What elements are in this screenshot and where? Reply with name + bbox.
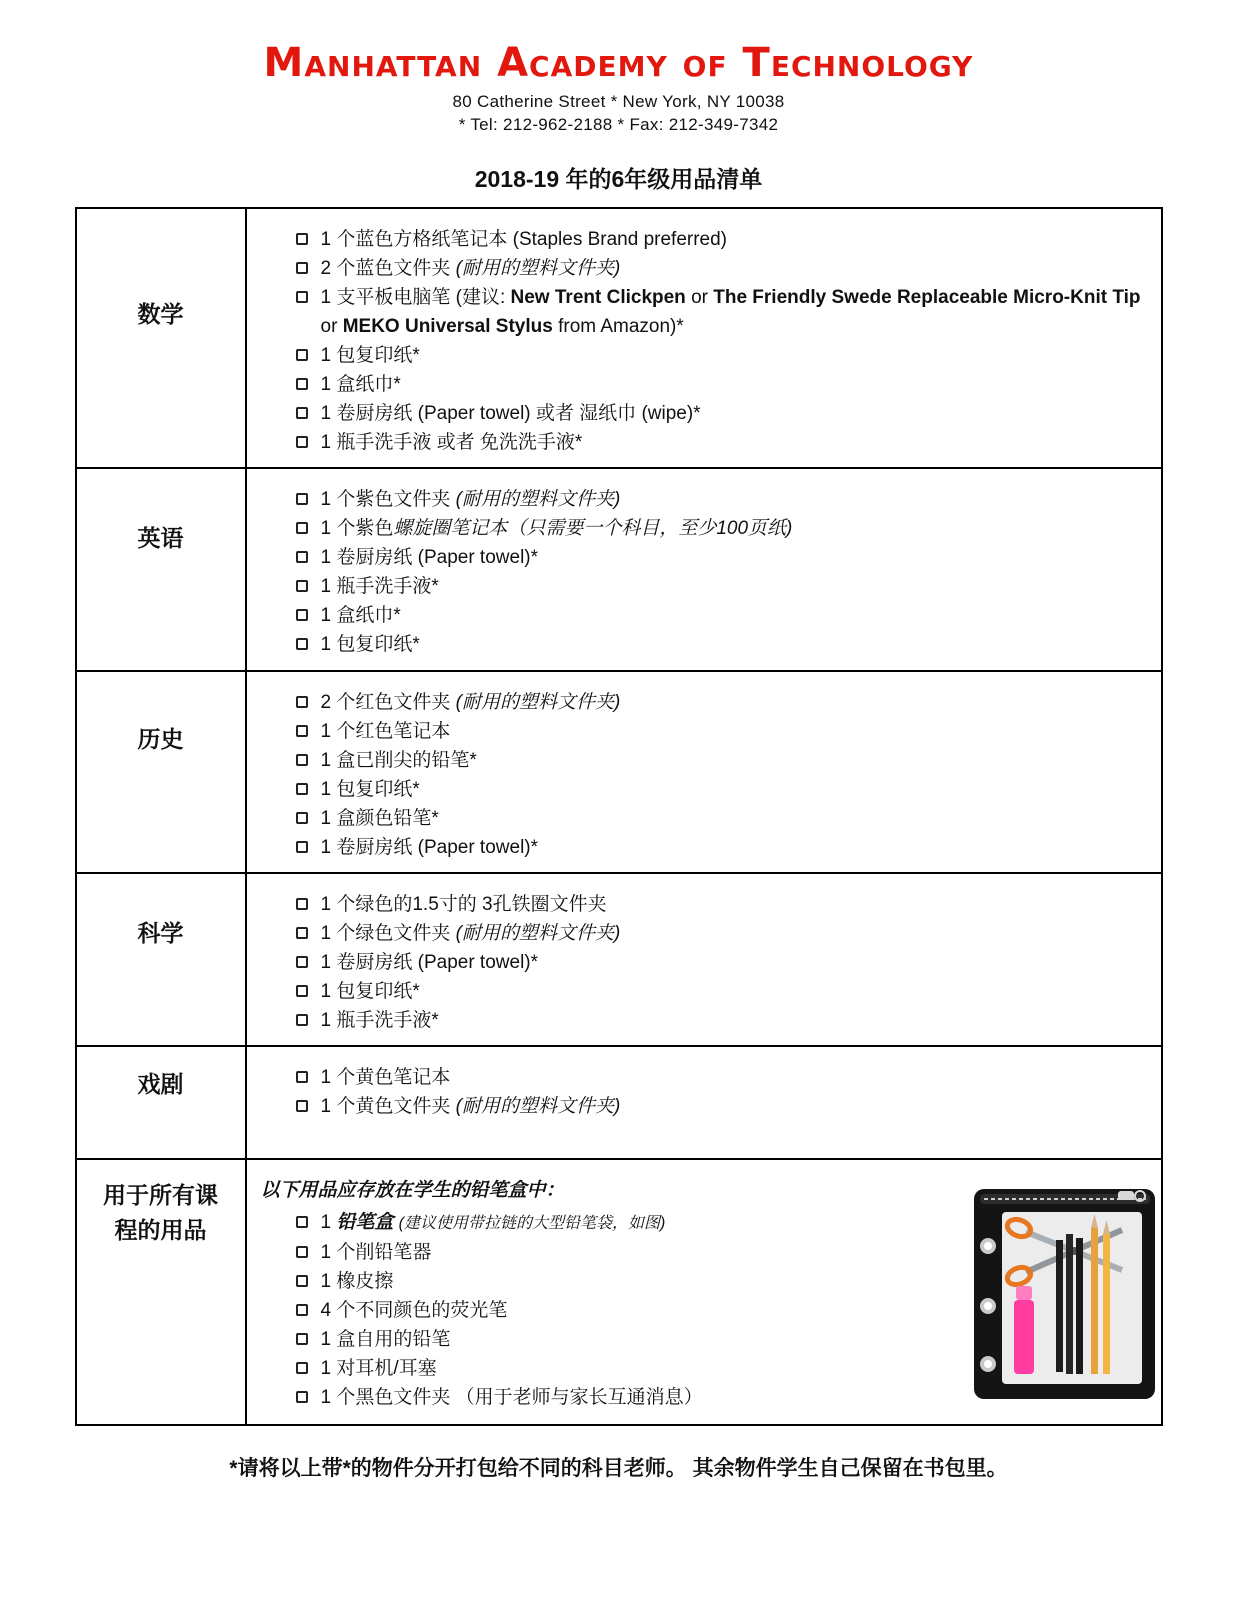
text-segment: 1 瓶手洗手液* — [320, 1010, 439, 1031]
item-text — [321, 341, 420, 370]
school-name: Manhattan Academy of Technology — [263, 40, 974, 86]
item-text — [321, 428, 583, 457]
list-item — [295, 977, 1147, 1006]
checkbox-icon — [296, 812, 308, 824]
items-cell — [247, 874, 1161, 1045]
text-segment: 1 个蓝色方格纸笔记本 (Staples Brand preferred) — [320, 229, 728, 250]
item-text — [321, 804, 439, 833]
item-text — [321, 1063, 451, 1092]
item-text — [321, 485, 621, 514]
list-item — [295, 572, 1147, 601]
items-cell — [247, 1160, 1161, 1424]
checkbox-icon — [296, 783, 308, 795]
checkbox-icon — [296, 638, 308, 650]
subject-cell — [77, 1160, 247, 1424]
item-text — [321, 225, 728, 254]
text-segment: 1 对耳机/耳塞 — [320, 1358, 437, 1379]
checkbox-icon — [296, 1362, 308, 1374]
item-text — [321, 543, 539, 572]
list-item — [295, 833, 1147, 862]
list-item — [295, 283, 1147, 341]
text-segment: 1 包复印纸* — [320, 345, 420, 366]
subject-cell — [77, 209, 247, 467]
checkbox-icon — [296, 378, 308, 390]
items-cell — [247, 209, 1161, 467]
text-segment: 1 包复印纸* — [320, 981, 420, 1002]
item-text — [321, 514, 793, 543]
item-text — [321, 1006, 439, 1035]
list-item — [295, 225, 1147, 254]
list-item — [295, 1006, 1147, 1035]
text-segment: 1 个黄色文件夹 — [320, 1096, 456, 1117]
text-segment: (建议使用带拉链的大型铅笔袋，如图) — [398, 1215, 666, 1232]
checkbox-icon — [296, 407, 308, 419]
item-text — [321, 399, 701, 428]
text-segment: (耐用的塑料文件夹) — [455, 692, 621, 713]
checkbox-icon — [296, 522, 308, 534]
item-text — [321, 370, 401, 399]
text-segment: The Friendly Swede Replaceable Micro-Knit Tip — [713, 287, 1141, 308]
text-segment: 2 个红色文件夹 — [320, 692, 456, 713]
checkbox-icon — [296, 1391, 308, 1403]
checkbox-icon — [296, 1246, 308, 1258]
item-text — [321, 254, 621, 283]
list-item — [295, 948, 1147, 977]
text-segment: 1 卷厨房纸 (Paper towel)* — [320, 547, 539, 568]
checkbox-icon — [296, 349, 308, 361]
items-list — [295, 1063, 1147, 1121]
items-cell — [247, 1047, 1161, 1158]
text-segment: 1 个绿色的1.5寸的 3孔铁圈文件夹 — [320, 894, 607, 915]
item-text — [321, 746, 477, 775]
checkbox-icon — [296, 1333, 308, 1345]
text-segment: 1 支平板电脑笔 (建议: — [320, 287, 511, 308]
item-text — [321, 833, 539, 862]
text-segment: 1 个紫色文件夹 — [320, 489, 456, 510]
item-text — [321, 1208, 666, 1238]
items-list — [295, 225, 1147, 457]
text-segment: 1 瓶手洗手液 或者 免洗洗手液* — [320, 432, 583, 453]
checkbox-icon — [296, 725, 308, 737]
text-segment: 1 个绿色文件夹 — [320, 923, 456, 944]
text-segment: 1 卷厨房纸 (Paper towel) 或者 湿纸巾 (wipe)* — [320, 403, 701, 424]
table-row — [77, 467, 1161, 670]
text-segment: 铅笔盒 — [336, 1212, 399, 1233]
checkbox-icon — [296, 1304, 308, 1316]
checkbox-icon — [296, 956, 308, 968]
item-text — [321, 717, 451, 746]
text-segment: 1 个黄色笔记本 — [320, 1067, 451, 1088]
text-segment: 螺旋圈笔记本（只需要一个科目，至少100页纸) — [393, 518, 793, 539]
school-address: 80 Catherine Street * New York, NY 10038 — [452, 92, 785, 111]
item-text — [321, 890, 607, 919]
item-text — [321, 688, 621, 717]
text-segment: 1 包复印纸* — [320, 779, 420, 800]
list-item — [295, 717, 1147, 746]
item-text — [321, 1238, 432, 1267]
list-item — [295, 688, 1147, 717]
checkbox-icon — [296, 291, 308, 303]
list-item — [295, 746, 1147, 775]
text-segment: 1 瓶手洗手液* — [320, 576, 439, 597]
checkbox-icon — [296, 985, 308, 997]
text-segment: or — [320, 316, 343, 337]
table-row — [77, 670, 1161, 872]
list-item — [295, 254, 1147, 283]
highlighter — [1014, 1286, 1034, 1374]
item-text — [321, 919, 621, 948]
text-segment: MEKO Universal Stylus — [342, 316, 553, 337]
checkbox-icon — [296, 898, 308, 910]
footer-note: *请将以上带*的物件分开打包给不同的科目老师。 其余物件学生自己保留在书包里。 — [229, 1457, 1008, 1480]
list-item — [295, 804, 1147, 833]
subject-label: 历史 — [137, 726, 184, 752]
subject-label: 戏剧 — [137, 1071, 184, 1097]
text-segment: New Trent Clickpen — [510, 287, 686, 308]
list-item — [295, 341, 1147, 370]
text-segment: 1 卷厨房纸 (Paper towel)* — [320, 952, 539, 973]
text-segment: (耐用的塑料文件夹) — [455, 1096, 621, 1117]
text-segment: (耐用的塑料文件夹) — [455, 258, 621, 279]
text-segment: 1 个紫色 — [320, 518, 394, 539]
items-list — [295, 890, 1147, 1035]
list-item — [295, 919, 1147, 948]
checkbox-icon — [296, 1014, 308, 1026]
item-text — [321, 283, 1147, 341]
table-row — [77, 1158, 1161, 1424]
text-segment: 1 盒纸巾* — [320, 374, 401, 395]
text-segment: 2 个蓝色文件夹 — [320, 258, 456, 279]
text-segment: 1 个红色笔记本 — [320, 721, 451, 742]
items-cell — [247, 469, 1161, 670]
list-item — [295, 514, 1147, 543]
pencil-case-photo — [972, 1184, 1157, 1404]
text-segment: 1 包复印纸* — [320, 634, 420, 655]
list-item — [295, 543, 1147, 572]
school-tel-fax: * Tel: 212-962-2188 * Fax: 212-349-7342 — [458, 115, 779, 134]
list-item — [295, 630, 1147, 659]
text-segment: 1 盒已削尖的铅笔* — [320, 750, 477, 771]
checkbox-icon — [296, 609, 308, 621]
checkbox-icon — [296, 233, 308, 245]
checkbox-icon — [296, 1275, 308, 1287]
checkbox-icon — [296, 436, 308, 448]
table-row — [77, 1045, 1161, 1158]
text-segment: 1 盒颜色铅笔* — [320, 808, 439, 829]
text-segment: from Amazon)* — [552, 316, 684, 337]
subject-cell — [77, 469, 247, 670]
list-item — [295, 370, 1147, 399]
subject-cell — [77, 874, 247, 1045]
items-list — [295, 485, 1147, 659]
text-segment: (耐用的塑料文件夹) — [455, 489, 621, 510]
list-item — [295, 775, 1147, 804]
checkbox-icon — [296, 580, 308, 592]
item-text — [321, 1296, 508, 1325]
checkbox-icon — [296, 262, 308, 274]
item-text — [321, 948, 539, 977]
checkbox-icon — [296, 841, 308, 853]
item-text — [321, 977, 420, 1006]
checkbox-icon — [296, 551, 308, 563]
text-segment: 1 个削铅笔器 — [320, 1242, 432, 1263]
checkbox-icon — [296, 927, 308, 939]
text-segment: (耐用的塑料文件夹) — [455, 923, 621, 944]
checkbox-icon — [296, 754, 308, 766]
item-text — [321, 572, 439, 601]
items-list — [295, 688, 1147, 862]
list-item — [295, 485, 1147, 514]
text-segment: 1 盒纸巾* — [320, 605, 401, 626]
subject-label: 科学 — [137, 920, 184, 946]
item-text — [321, 630, 420, 659]
list-item — [295, 1092, 1147, 1121]
checkbox-icon — [296, 1071, 308, 1083]
item-text — [321, 1267, 394, 1296]
checkbox-icon — [296, 1216, 308, 1228]
text-segment: 1 盒自用的铅笔 — [320, 1329, 451, 1350]
item-text — [321, 775, 420, 804]
item-text — [321, 1325, 451, 1354]
table-row — [77, 872, 1161, 1045]
subject-label: 数学 — [137, 301, 184, 327]
items-cell — [247, 672, 1161, 872]
text-segment: 1 个黑色文件夹 （用于老师与家长互通消息） — [320, 1387, 703, 1408]
text-segment: 1 卷厨房纸 (Paper towel)* — [320, 837, 539, 858]
list-item — [295, 428, 1147, 457]
text-segment: 4 个不同颜色的荧光笔 — [320, 1300, 508, 1321]
text-segment: 以下用品应存放在学生的铅笔盒中： — [260, 1180, 565, 1201]
supply-table — [75, 207, 1163, 1426]
list-item — [295, 601, 1147, 630]
item-text — [321, 601, 401, 630]
item-text — [321, 1354, 437, 1383]
document-header — [0, 0, 1237, 135]
subject-cell — [77, 1047, 247, 1158]
item-text — [321, 1092, 621, 1121]
subject-label: 用于所有课程的用品 — [103, 1182, 218, 1243]
table-row — [77, 209, 1161, 467]
checkbox-icon — [296, 696, 308, 708]
checkbox-icon — [296, 1100, 308, 1112]
subject-cell — [77, 672, 247, 872]
text-segment: 1 橡皮擦 — [320, 1271, 394, 1292]
list-item — [295, 890, 1147, 919]
page-title: 2018-19 年的6年级用品清单 — [474, 166, 763, 192]
list-item — [295, 1063, 1147, 1092]
subject-label: 英语 — [137, 525, 184, 551]
text-segment: 1 — [320, 1212, 337, 1233]
text-segment: or — [685, 287, 714, 308]
checkbox-icon — [296, 493, 308, 505]
list-item — [295, 399, 1147, 428]
item-text — [321, 1383, 703, 1412]
